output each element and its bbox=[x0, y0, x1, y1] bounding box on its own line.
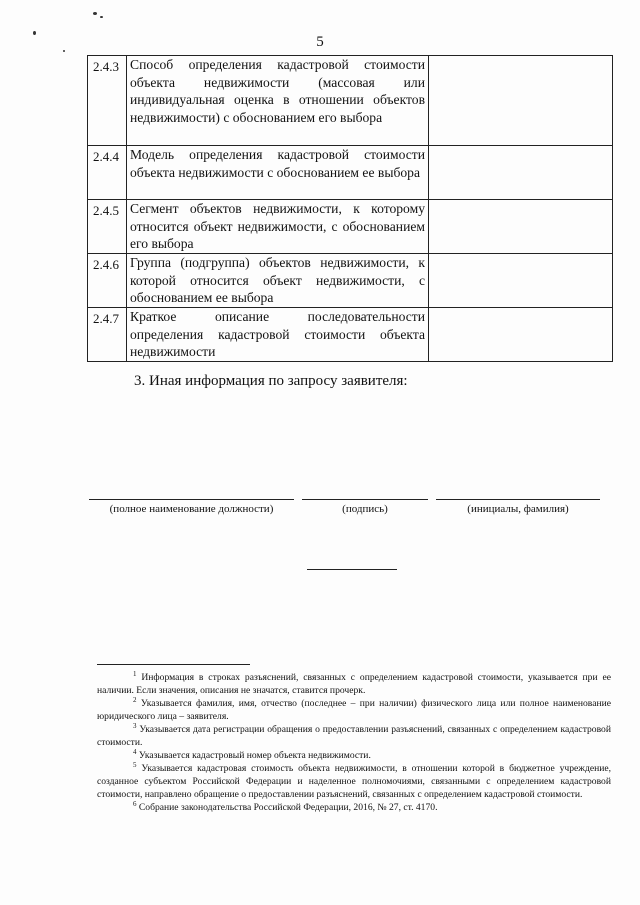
row-value bbox=[429, 308, 613, 362]
row-value bbox=[429, 200, 613, 254]
footnote-rule bbox=[97, 664, 250, 665]
row-description: Способ определения кадастровой стоимости объекта недвижимости (массовая или индивидуальная оценка в отношении объектов недвижимости) с обоснованием его выбора bbox=[127, 56, 429, 146]
footnote-text: Указывается кадастровый номер объекта недвижимости. bbox=[138, 750, 371, 761]
table-row bbox=[88, 56, 613, 146]
signature-label: (подпись) bbox=[342, 503, 388, 515]
footnote bbox=[97, 801, 611, 814]
footnote bbox=[97, 671, 611, 697]
row-value bbox=[429, 254, 613, 308]
row-description: Краткое описание последовательности определения кадастровой стоимости объекта недвижимости bbox=[127, 308, 429, 362]
footnotes bbox=[97, 671, 611, 814]
table-row bbox=[88, 308, 613, 362]
footnote-text: Указывается кадастровая стоимость объекта недвижимости, в отношении которой в бюджетное учреждение, созданное субъектом Российской Федерации и наделенное полномочиями, связанными с определением кадастровой стоимости, направлено обращение о предоставлении разъяснений, связанных с определением кадастровой стоимости. bbox=[97, 763, 612, 800]
position-line bbox=[89, 499, 294, 500]
row-value bbox=[429, 146, 613, 200]
row-description: Модель определения кадастровой стоимости объекта недвижимости с обоснованием ее выбора bbox=[127, 146, 429, 200]
footnote-text: Информация в строках разъяснений, связанных с определением кадастровой стоимости, указывается при ее наличии. Если значения, описания не значатся, ставится прочерк. bbox=[97, 672, 611, 696]
row-number: 2.4.7 bbox=[88, 308, 127, 362]
separator-rule bbox=[307, 569, 397, 570]
row-number: 2.4.4 bbox=[88, 146, 127, 200]
footnote bbox=[97, 723, 611, 749]
page-number: 5 bbox=[316, 34, 324, 50]
footnote-text: Указывается дата регистрации обращения о предоставлении разъяснений, связанных с определением кадастровой стоимости. bbox=[97, 724, 611, 748]
footnote bbox=[97, 749, 611, 762]
table-row bbox=[88, 146, 613, 200]
signature-line bbox=[302, 499, 428, 500]
section-heading: 3. Иная информация по запросу заявителя: bbox=[134, 373, 408, 389]
table-row bbox=[88, 200, 613, 254]
position-label: (полное наименование должности) bbox=[109, 503, 274, 515]
row-number: 2.4.6 bbox=[88, 254, 127, 308]
footnote bbox=[97, 697, 611, 723]
table-row bbox=[88, 254, 613, 308]
footnote-mark: 1 bbox=[133, 669, 137, 678]
scan-speck bbox=[100, 16, 103, 18]
footnote-text: Собрание законодательства Российской Федерации, 2016, № 27, ст. 4170. bbox=[138, 802, 438, 813]
footnote bbox=[97, 762, 611, 801]
footnote-mark: 6 bbox=[133, 799, 137, 808]
row-value bbox=[429, 56, 613, 146]
row-number: 2.4.5 bbox=[88, 200, 127, 254]
footnote-mark: 3 bbox=[133, 721, 137, 730]
row-description: Группа (подгруппа) объектов недвижимости, к которой относится объект недвижимости, с обоснованием ее выбора bbox=[127, 254, 429, 308]
cadastral-info-table bbox=[87, 55, 613, 362]
footnote-mark: 4 bbox=[133, 747, 137, 756]
name-label: (инициалы, фамилия) bbox=[467, 503, 569, 515]
footnote-mark: 5 bbox=[133, 760, 137, 769]
row-number: 2.4.3 bbox=[88, 56, 127, 146]
scan-speck bbox=[93, 12, 97, 15]
name-line bbox=[436, 499, 600, 500]
footnote-text: Указывается фамилия, имя, отчество (последнее – при наличии) физического лица или полное наименование юридического лица – заявителя. bbox=[97, 698, 611, 722]
footnote-mark: 2 bbox=[133, 695, 137, 704]
row-description: Сегмент объектов недвижимости, к которому относится объект недвижимости, с обоснованием его выбора bbox=[127, 200, 429, 254]
